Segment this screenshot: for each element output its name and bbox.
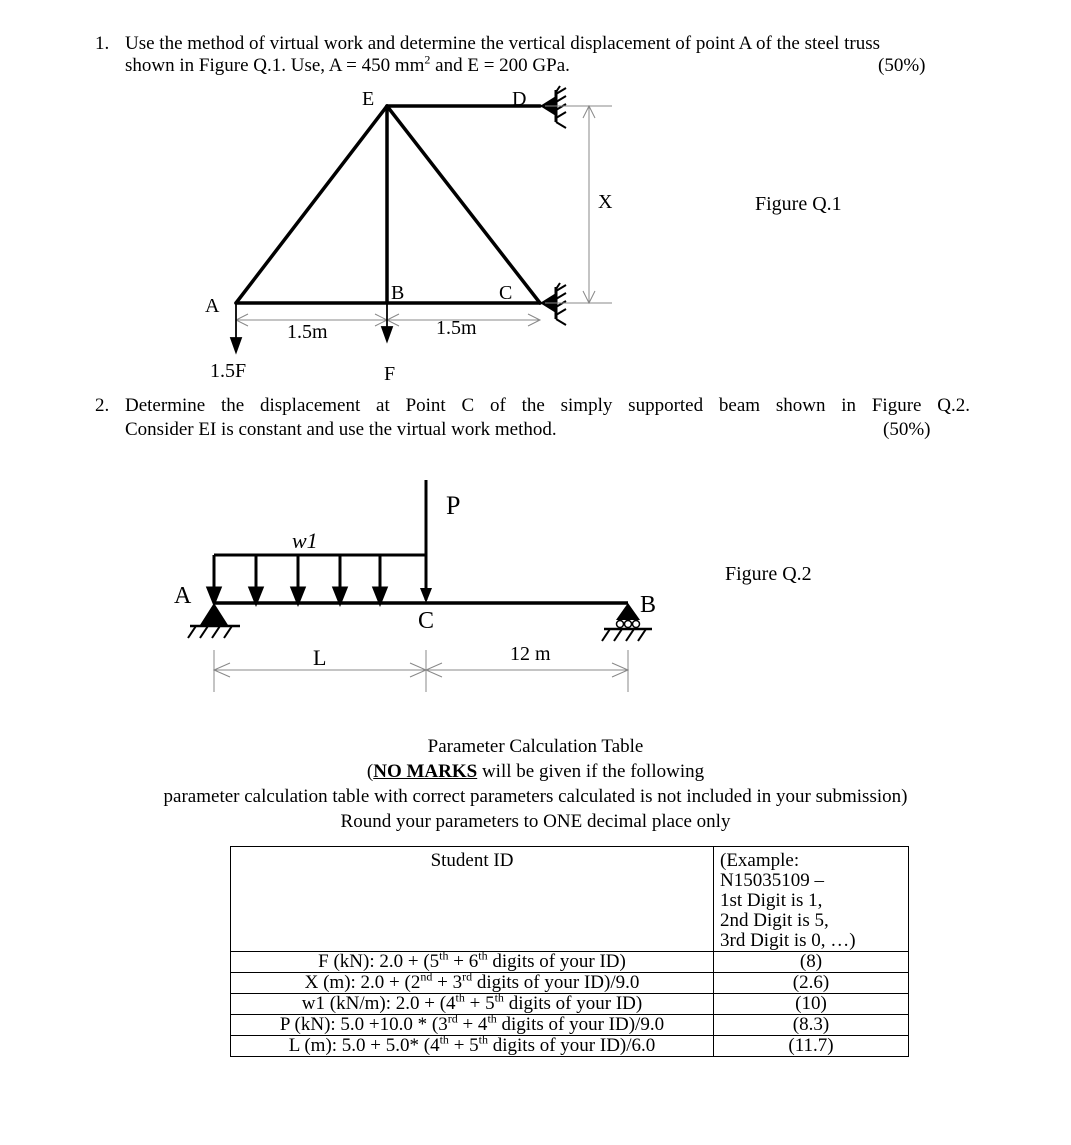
dim-x-label: X — [598, 191, 613, 213]
value-p: (8.3) — [714, 1015, 909, 1036]
q2-text-line1: Determine the displacement at Point C of the simply supported beam shown in Figure Q.2. — [125, 395, 970, 416]
figure-q1-label: Figure Q.1 — [755, 193, 842, 215]
table-note-line1: (NO MARKS will be given if the following — [366, 761, 705, 782]
formula-p: P (kN): 5.0 +10.0 * (3rd + 4th digits of your ID)/9.0 — [231, 1015, 714, 1036]
node-d-label: D — [512, 88, 527, 110]
node-a-label: A — [205, 295, 220, 317]
example-cell: (Example: N15035109 – 1st Digit is 1, 2nd Digit is 5, 3rd Digit is 0, …) — [714, 847, 909, 952]
value-x: (2.6) — [714, 973, 909, 994]
formula-f: F (kN): 2.0 + (5th + 6th digits of your ID) — [231, 952, 714, 973]
dim-horizontal — [236, 314, 540, 326]
table-note-line2: parameter calculation table with correct parameters calculated is not included in your submission) — [163, 786, 908, 807]
node-b-label: B — [391, 282, 405, 304]
formula-l: L (m): 5.0 + 5.0* (4th + 5th digits of your ID)/6.0 — [231, 1036, 714, 1057]
load-b-label: F — [384, 363, 396, 385]
formula-x: X (m): 2.0 + (2nd + 3rd digits of your ID)/9.0 — [231, 973, 714, 994]
load-a-label: 1.5F — [210, 360, 247, 382]
figure-q1-truss — [0, 0, 1071, 400]
figure-q2-label: Figure Q.2 — [725, 563, 812, 585]
udl-label: w1 — [292, 528, 318, 553]
value-w1: (10) — [714, 994, 909, 1015]
student-id-header: Student ID — [231, 847, 714, 952]
support-a-label: A — [174, 583, 192, 609]
formula-w1: w1 (kN/m): 2.0 + (4th + 5th digits of your ID) — [231, 994, 714, 1015]
support-c — [540, 283, 566, 325]
figure-q2-beam — [0, 460, 1071, 710]
table-title: Parameter Calculation Table — [427, 736, 644, 757]
dim-beam — [214, 650, 628, 692]
member-a-e — [236, 106, 387, 303]
dim-right-label: 1.5m — [436, 317, 477, 339]
q2-number: 2. — [95, 395, 110, 416]
value-l: (11.7) — [714, 1036, 909, 1057]
dim-12m-label: 12 m — [510, 643, 551, 665]
round-note: Round your parameters to ONE decimal place only — [340, 811, 731, 832]
q1-text-line1: Use the method of virtual work and determine the vertical displacement of point A of the steel truss — [125, 33, 881, 54]
parameter-table — [230, 846, 909, 1057]
point-load-arrowhead — [420, 588, 432, 603]
q2-text-line2: Consider EI is constant and use the virtual work method. — [125, 419, 557, 440]
node-c-label: C — [499, 282, 513, 304]
point-c-label: C — [418, 608, 435, 634]
q2-marks: (50%) — [883, 419, 931, 440]
no-marks-emphasis: NO MARKS — [373, 761, 478, 782]
support-d — [540, 86, 566, 128]
table-header-row — [231, 847, 909, 952]
dim-left-label: 1.5m — [287, 321, 328, 343]
support-a — [188, 603, 240, 638]
q1-number: 1. — [95, 33, 110, 54]
point-load-label: P — [446, 491, 461, 520]
value-f: (8) — [714, 952, 909, 973]
dim-l-label: L — [313, 645, 327, 670]
node-e-label: E — [362, 88, 375, 110]
table-row — [231, 952, 909, 973]
table-row — [231, 1036, 909, 1057]
support-b-label: B — [640, 592, 657, 618]
table-row — [231, 973, 909, 994]
udl-arrows — [208, 555, 386, 603]
member-e-c — [387, 106, 540, 303]
q1-text-line2: shown in Figure Q.1. Use, A = 450 $mm^2$ and E = 200 GPa. — [125, 52, 570, 76]
table-row — [231, 994, 909, 1015]
q1-marks: (50%) — [878, 55, 926, 76]
table-row — [231, 1015, 909, 1036]
